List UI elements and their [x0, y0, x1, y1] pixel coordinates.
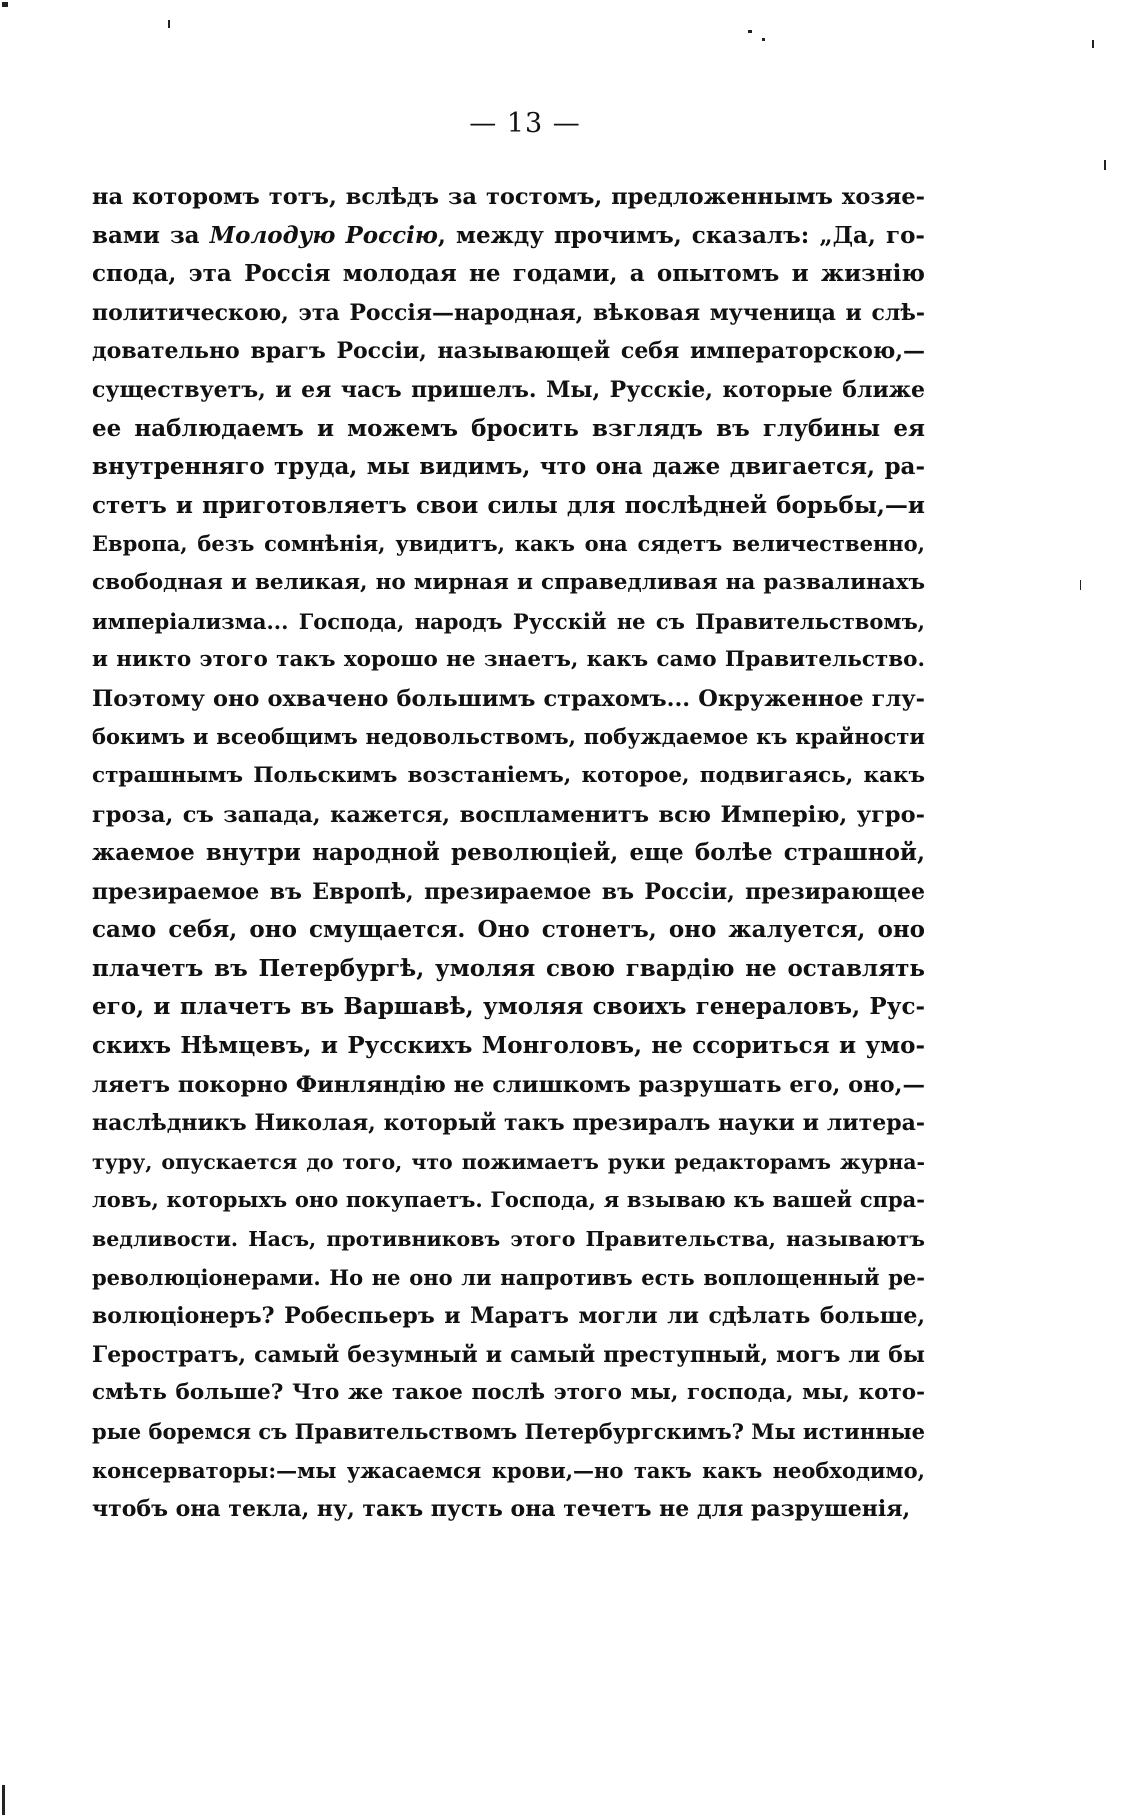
scan-speck	[1092, 40, 1094, 48]
scan-speck	[1104, 160, 1106, 170]
text-segment: , между прочимъ, сказалъ: „Да, го-	[437, 221, 925, 249]
text-line: на которомъ тотъ, вслѣдъ за тостомъ, предложеннымъ хозяе-	[92, 184, 925, 210]
text-segment: вами за	[92, 221, 210, 249]
text-line: страшнымъ Польскимъ возстаніемъ, которое, подвигаясь, какъ	[92, 762, 925, 788]
text-line: туру, опускается до того, что пожимаетъ руки редакторамъ журна-	[92, 1149, 925, 1174]
text-line: внутренняго труда, мы видимъ, что она даже двигается, ра-	[92, 453, 925, 481]
scan-speck	[1080, 580, 1081, 590]
text-line: ведливости. Насъ, противниковъ этого Правительства, называютъ	[92, 1227, 925, 1252]
text-line: скихъ Нѣмцевъ, и Русскихъ Монголовъ, не ссориться и умо-	[92, 1032, 925, 1060]
text-line: стетъ и приготовляетъ свои силы для послѣдней борьбы,—и	[92, 491, 925, 519]
text-line: гроза, съ запада, кажется, воспламенитъ всю Имперію, угро-	[92, 801, 925, 828]
text-line: Европа, безъ сомнѣнія, увидитъ, какъ она сядетъ величественно,	[92, 531, 925, 557]
text-line: презираемое въ Европѣ, презираемое въ Россіи, презирающее	[92, 878, 925, 905]
italic-title: Молодую Россію	[209, 221, 438, 249]
text-line: ее наблюдаемъ и можемъ бросить взглядъ въ глубины ея	[92, 414, 925, 442]
text-line: плачетъ въ Петербургѣ, умоляя свою гвардію не оставлять	[92, 954, 925, 982]
text-line: и никто этого такъ хорошо не знаетъ, какъ само Правительство.	[92, 647, 925, 673]
text-line: его, и плачетъ въ Варшавѣ, умоляя своихъ генераловъ, Рус-	[92, 993, 925, 1021]
text-line: ловъ, которыхъ оно покупаетъ. Господа, я взываю къ вашей спра-	[92, 1187, 925, 1213]
scan-speck	[762, 38, 765, 41]
text-line: консерваторы:—мы ужасаемся крови,—но такъ какъ необходимо,	[92, 1457, 925, 1483]
page-number: — 13 —	[469, 108, 581, 139]
text-line	[92, 217, 925, 256]
text-line: ляетъ покорно Финляндію не слишкомъ разрушать его, оно,—	[92, 1071, 925, 1098]
scan-speck	[2, 2, 8, 7]
text-line: чтобъ она текла, ну, такъ пусть она течетъ не для разрушенія,	[92, 1496, 911, 1523]
text-line: политическою, эта Россія—народная, вѣковая мученица и слѣ-	[92, 299, 925, 326]
text-line: свободная и великая, но мирная и справедливая на развалинахъ	[92, 569, 925, 595]
body-text	[92, 178, 925, 1529]
scan-speck	[168, 20, 170, 28]
text-line: Поэтому оно охвачено большимъ страхомъ... Окруженное глу-	[92, 685, 925, 712]
text-line: само себя, оно смущается. Оно стонетъ, оно жалуется, оно	[92, 916, 925, 944]
text-line: волюціонеръ? Робеспьеръ и Маратъ могли ли сдѣлать больше,	[92, 1303, 925, 1330]
text-line: рые боремся съ Правительствомъ Петербургскимъ? Мы истинные	[92, 1419, 925, 1444]
scan-speck	[2, 1785, 5, 1815]
scan-speck	[748, 30, 752, 33]
text-line: имперіализма... Господа, народъ Русскій не съ Правительствомъ,	[92, 608, 925, 634]
text-line: жаемое внутри народной революціей, еще болѣе страшной,	[92, 839, 925, 867]
text-line: наслѣдникъ Николая, который такъ презиралъ науки и литера-	[92, 1110, 925, 1137]
text-line: революціонерами. Но не оно ли напротивъ есть воплощенный ре-	[92, 1264, 925, 1290]
text-line: существуетъ, и ея часъ пришелъ. Мы, Русскіе, которые ближе	[92, 376, 925, 403]
text-line: смѣть больше? Что же такое послѣ этого мы, господа, мы, кото-	[92, 1380, 925, 1406]
text-line: Геростратъ, самый безумный и самый преступный, могъ ли бы	[92, 1341, 925, 1368]
text-line: спода, эта Россія молодая не годами, а опытомъ и жизнію	[92, 260, 925, 288]
text-line: довательно врагъ Россіи, называющей себя императорскою,—	[92, 338, 925, 365]
text-line: бокимъ и всеобщимъ недовольствомъ, побуждаемое къ крайности	[92, 724, 925, 750]
